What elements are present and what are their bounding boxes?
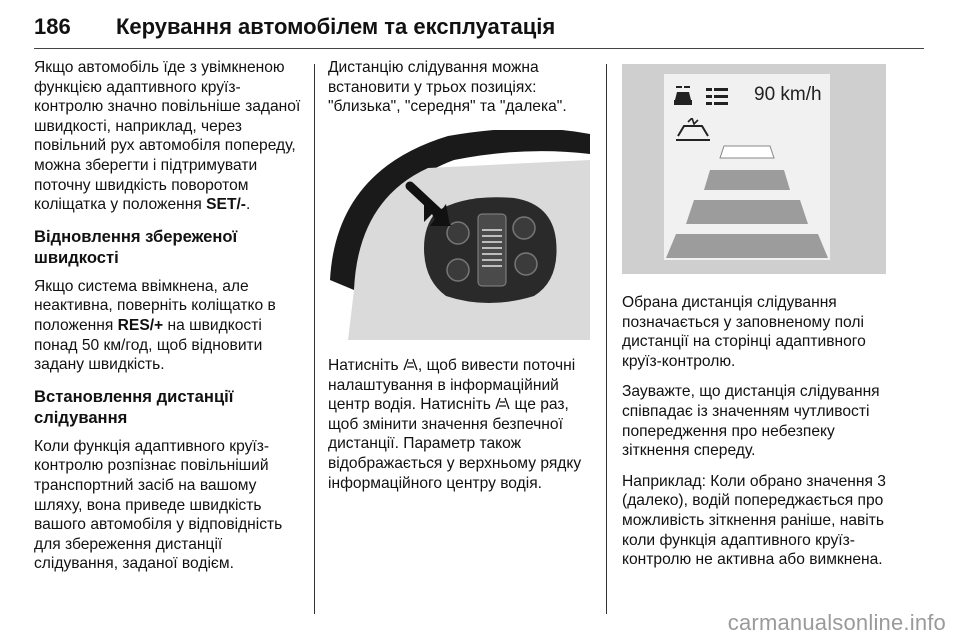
column-divider-2 — [606, 64, 607, 614]
page-title: Керування автомобілем та експлуатація — [116, 14, 556, 39]
header-rule — [34, 48, 924, 49]
column-middle-lower — [328, 356, 596, 504]
paragraph-following-distance: Коли функція адаптивного круїз-контролю розпізнає повільніший транспортний засіб на вашому шляху, вона приведе швидкість вашого автомобіля у відповідність для збереження дистанції слідування, заданої водієм. — [34, 437, 283, 573]
limiter-button — [515, 253, 537, 275]
res-label: RES/+ — [117, 316, 164, 334]
paragraph-press-distance: Натисніть , щоб вивести поточні налаштування в інформаційний центр водія. Натисніть ще раз, щоб змінити значення безпечної дистанції. Параметр також відображається у верхньому рядку інформаційного центру водія. — [328, 357, 582, 492]
driver-info-display-illustration — [622, 64, 886, 274]
paragraph-resume-speed: Якщо система ввімкнена, але неактивна, поверніть коліщатко в положення RES/+ на швидкості понад 50 км/год, щоб відновити задану швидкість. — [34, 277, 276, 374]
thumbwheel — [478, 214, 506, 286]
follow-distance-icon — [403, 358, 418, 371]
speed-readout: 90 km/h — [754, 84, 822, 105]
display-screen — [664, 74, 830, 260]
acc-car-icon — [672, 84, 698, 108]
column-right — [622, 293, 892, 581]
distance-bars-graphic — [664, 144, 830, 260]
set-label: SET/- — [206, 196, 246, 214]
page-number: 186 — [34, 14, 71, 39]
column-left — [34, 58, 306, 585]
heading-following-distance: Встановлення дистанції слідування — [34, 386, 234, 427]
thumbwheel-ridges — [482, 230, 502, 266]
column-divider-1 — [314, 64, 315, 614]
distance-bars-icon — [704, 86, 730, 108]
column-middle — [328, 58, 596, 128]
paragraph-example: Наприклад: Коли обрано значення 3 (далеко), водій попереджається про можливість зіткнення раніше, навіть коли функція адаптивного круїз-контролю не активна або вимкнена. — [622, 472, 886, 569]
paragraph-collision-note: Зауважте, що дистанція слідування співпадає із значенням чутливості попередження про небезпеку зіткнення спереду. — [622, 383, 880, 460]
paragraph-selected-distance: Обрана дистанція слідування позначається у заповненому полі дистанції на сторінці адаптивного круїз-контролю. — [622, 294, 866, 370]
follow-distance-icon — [495, 397, 510, 410]
heading-resume-speed: Відновлення збереженої швидкості — [34, 226, 238, 267]
steering-wheel-illustration — [328, 130, 592, 340]
page-header — [34, 8, 924, 48]
paragraph-distance-positions: Дистанцію слідування можна встановити у трьох позиціях: "близька", "середня" та "далека". — [328, 59, 567, 116]
watermark: carmanualsonline.info — [727, 610, 946, 635]
acc-car-icon — [674, 118, 714, 146]
cancel-button — [513, 217, 535, 239]
cruise-button — [447, 259, 469, 281]
paragraph-set-speed: Якщо автомобіль їде з увімкненою функцією адаптивного круїз-контролю значно повільніше заданої швидкості, наприклад, через повільний рух автомобіля попереду, можна зберегти і підтримувати поточну швидкість поворотом коліщатка у положення SET/-. — [34, 59, 301, 214]
